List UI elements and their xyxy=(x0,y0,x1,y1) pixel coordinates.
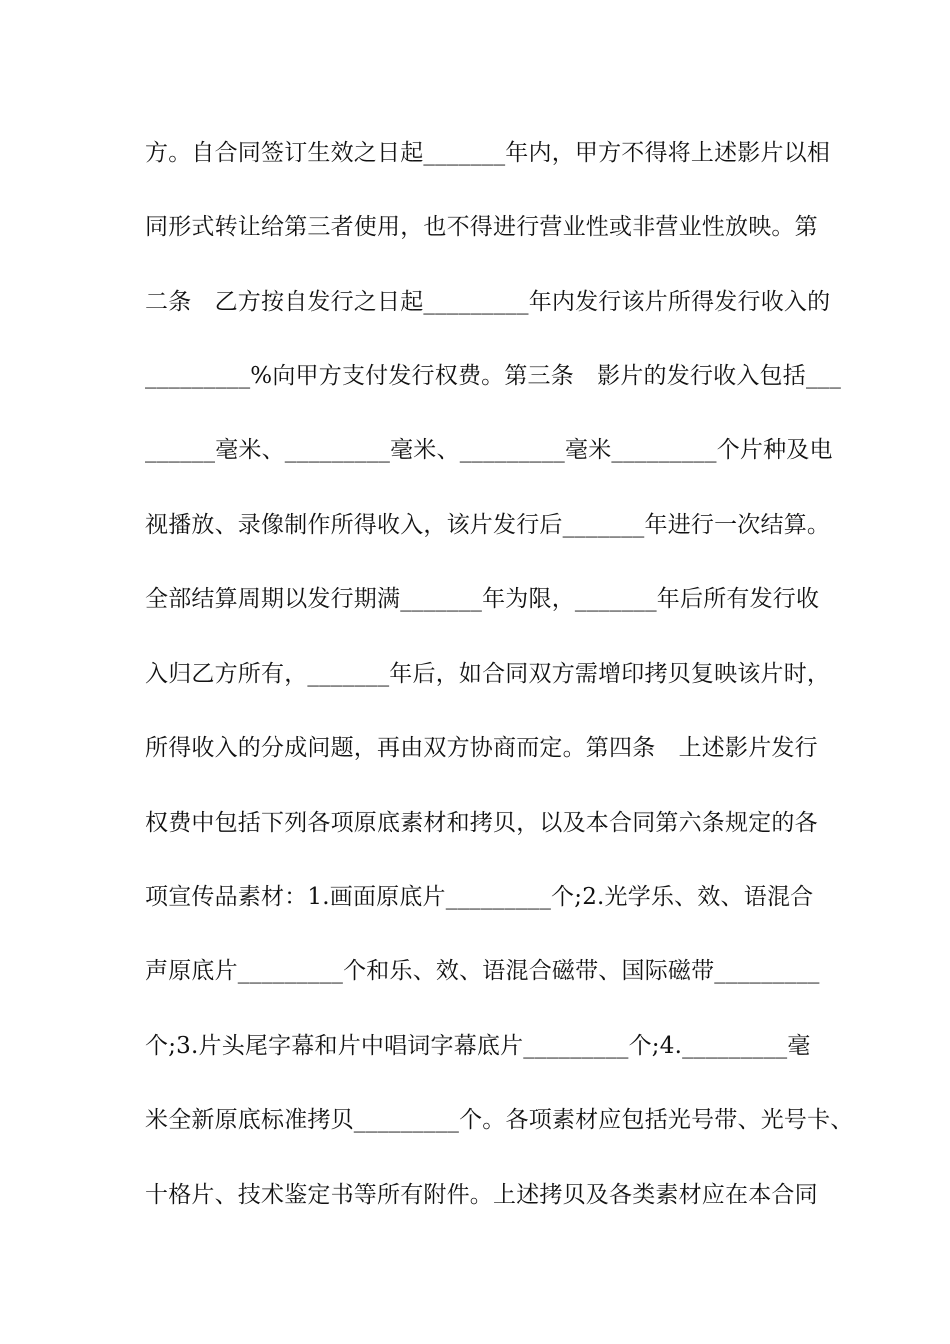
text-line: 个;3.片头尾字幕和片中唱词字幕底片_________个;4._________毫 xyxy=(145,1033,811,1059)
text-line: ______毫米、_________毫米、_________毫米_________个片种及电 xyxy=(145,437,833,463)
text-line: 方。自合同签订生效之日起_______年内，甲方不得将上述影片以相 xyxy=(145,140,831,166)
text-line: 所得收入的分成问题，再由双方协商而定。第四条 上述影片发行 xyxy=(145,735,818,761)
text-line: 入归乙方所有，_______年后，如合同双方需增印拷贝复映该片时， xyxy=(145,661,831,687)
text-line: 权费中包括下列各项原底素材和拷贝，以及本合同第六条规定的各 xyxy=(145,810,818,836)
text-line: 二条 乙方按自发行之日起_________年内发行该片所得发行收入的 xyxy=(145,289,831,315)
text-line: 声原底片_________个和乐、效、语混合磁带、国际磁带_________ xyxy=(145,958,820,984)
text-line: 视播放、录像制作所得收入，该片发行后_______年进行一次结算。 xyxy=(145,512,831,538)
text-line: 同形式转让给第三者使用，也不得进行营业性或非营业性放映。第 xyxy=(145,214,818,240)
text-line: 全部结算周期以发行期满_______年为限，_______年后所有发行收 xyxy=(145,586,820,612)
text-line: _________%向甲方支付发行权费。第三条 影片的发行收入包括___ xyxy=(145,363,842,389)
text-line: 米全新原底标准拷贝_________个。各项素材应包括光号带、光号卡、 xyxy=(145,1107,854,1133)
text-line: 项宣传品素材：1.画面原底片_________个;2.光学乐、效、语混合 xyxy=(145,884,814,910)
text-line: 十格片、技术鉴定书等所有附件。上述拷贝及各类素材应在本合同 xyxy=(145,1182,818,1208)
